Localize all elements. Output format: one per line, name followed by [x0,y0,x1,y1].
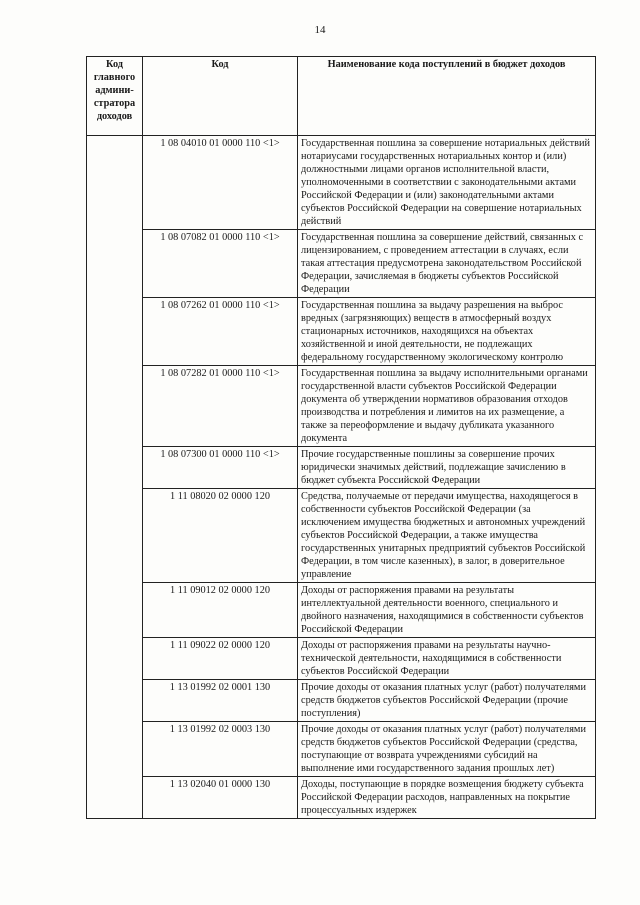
header-name: Наименование кода поступлений в бюджет доходов [298,57,596,136]
table-row [87,366,596,447]
revenue-code: 1 11 08020 02 0000 120 [143,489,298,583]
revenue-name: Доходы от распоряжения правами на результаты интеллектуальной деятельности военного, специального и двойного назначения, находящимися в собственности субъектов Российской Федерации [298,583,596,638]
table-row [87,230,596,298]
revenue-name: Государственная пошлина за совершение нотариальных действий нотариусами государственных нотариальных контор и (или) должностными лицами органов исполнительной власти, уполномоченными в соответствии с законодательными актами Российской Федерации и (или) законодательными актами субъектов Российской Федерации на совершение нотариальных действий [298,136,596,230]
revenue-code: 1 08 04010 01 0000 110 <1> [143,136,298,230]
revenue-code: 1 11 09012 02 0000 120 [143,583,298,638]
table-row [87,583,596,638]
revenue-name: Прочие доходы от оказания платных услуг (работ) получателями средств бюджетов субъектов Российской Федерации (прочие поступления) [298,680,596,722]
revenue-code: 1 08 07282 01 0000 110 <1> [143,366,298,447]
table-row [87,136,596,230]
table-header-row [87,57,596,136]
revenue-name: Государственная пошлина за выдачу разрешения на выброс вредных (загрязняющих) веществ в атмосферный воздух стационарных источников, находящихся на объектах хозяйственной и иной деятельности, не подлежащих федеральному государственному экологическому контролю [298,298,596,366]
table-row [87,777,596,819]
header-code: Код [143,57,298,136]
table-row [87,680,596,722]
revenue-name: Государственная пошлина за совершение действий, связанных с лицензированием, с проведением аттестации в случаях, если такая аттестация предусмотрена законодательством Российской Федерации, зачисляемая в бюджеты субъектов Российской Федерации [298,230,596,298]
revenue-code: 1 11 09022 02 0000 120 [143,638,298,680]
revenue-name: Доходы от распоряжения правами на результаты научно-технической деятельности, находящимися в собственности субъектов Российской Федерации [298,638,596,680]
table-row [87,298,596,366]
table-body [87,136,596,819]
page-number: 14 [314,24,326,36]
revenue-code: 1 08 07082 01 0000 110 <1> [143,230,298,298]
revenue-name: Прочие доходы от оказания платных услуг (работ) получателями средств бюджетов субъектов Российской Федерации (средства, поступающие от возврата учреждениями субсидий на выполнение ими государственного задания прошлых лет) [298,722,596,777]
revenue-name: Доходы, поступающие в порядке возмещения бюджету субъекта Российской Федерации расходов, направленных на покрытие процессуальных издержек [298,777,596,819]
revenue-codes-table [86,56,596,819]
revenue-code: 1 13 01992 02 0001 130 [143,680,298,722]
table-row [87,447,596,489]
revenue-name: Государственная пошлина за выдачу исполнительными органами государственной власти субъектов Российской Федерации документа об утверждении нормативов образования отходов производства и потребления и лимитов на их размещение, а также за переоформление и выдачу дубликата указанного документа [298,366,596,447]
revenue-name: Средства, получаемые от передачи имущества, находящегося в собственности субъектов Российской Федерации (за исключением имущества бюджетных и автономных учреждений субъектов Российской Федерации, а также имущества государственных унитарных предприятий субъектов Российской Федерации, в том числе казенных), в залог, в доверительное управление [298,489,596,583]
revenue-name: Прочие государственные пошлины за совершение прочих юридически значимых действий, подлежащие зачислению в бюджет субъекта Российской Федерации [298,447,596,489]
revenue-code: 1 13 01992 02 0003 130 [143,722,298,777]
revenue-code: 1 13 02040 01 0000 130 [143,777,298,819]
table-row [87,489,596,583]
revenue-code: 1 08 07262 01 0000 110 <1> [143,298,298,366]
header-admin-code: Код главного админи-стратора доходов [87,57,143,136]
admin-code-cell [87,136,143,819]
revenue-code: 1 08 07300 01 0000 110 <1> [143,447,298,489]
table-row [87,722,596,777]
table-row [87,638,596,680]
